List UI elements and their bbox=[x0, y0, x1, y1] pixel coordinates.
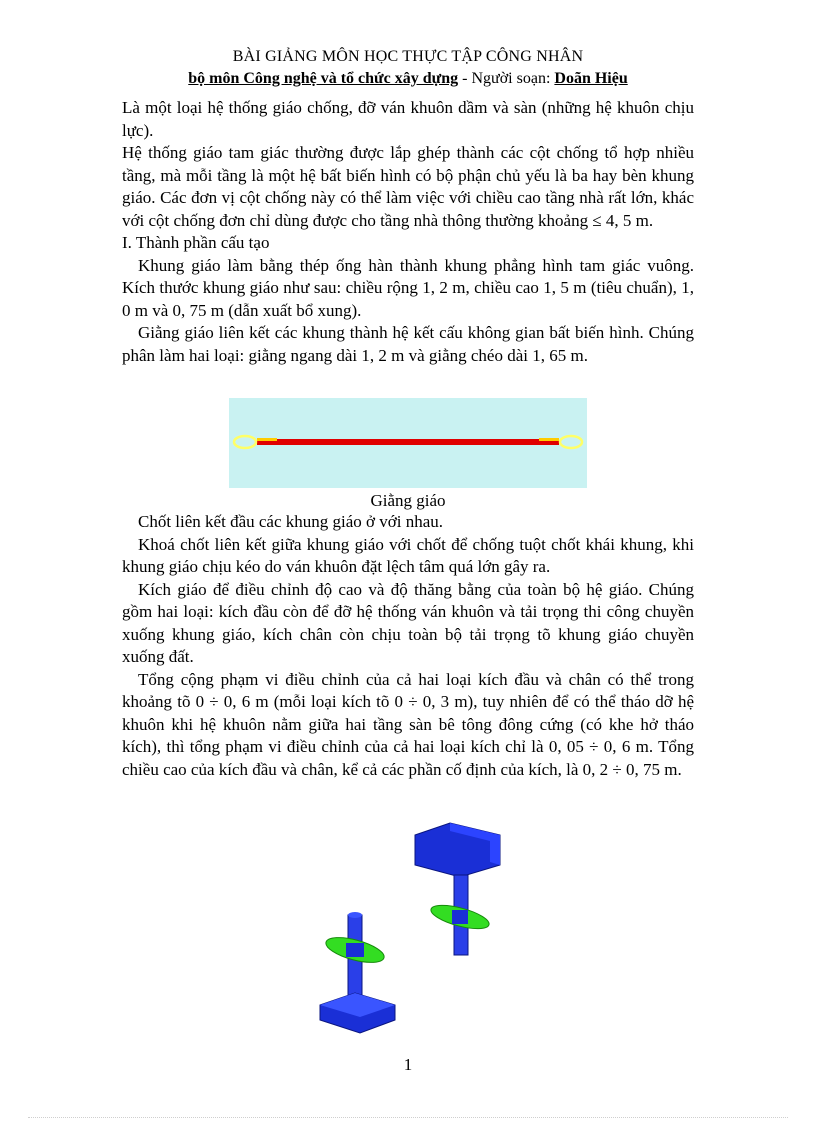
brace-rod bbox=[257, 439, 559, 445]
brace-figure bbox=[229, 398, 587, 488]
bottom-jack-top bbox=[348, 912, 362, 918]
section-heading: I. Thành phần cấu tạo bbox=[122, 233, 270, 252]
paragraph-intro: Là một loại hệ thống giáo chống, đỡ ván khuôn dầm và sàn (những hệ khuôn chịu lực). bbox=[122, 98, 694, 140]
header-author: Doãn Hiệu bbox=[554, 70, 628, 87]
top-jack bbox=[415, 823, 500, 955]
paragraph-range: Tổng cộng phạm vi điều chỉnh của cả hai loại kích đầu và chân có thể trong khoảng tõ 0 ÷ 0, 6 m (mỗi loại kích tõ 0 ÷ 0, 3 m), tuy nhiên để có thể tháo dỡ hệ khuôn khi hệ khuôn nằm giữa hai tầng sàn bê tông đông cứng (có khe hở tháo kích), thì tổng phạm vi điều chỉnh của cả hai loại kích chỉ là 0, 05 ÷ 0, 6 m. Tổng chiều cao của kích đầu và chân, kể cả các phần cố định của kích, là 0, 2 ÷ 0, 75 m. bbox=[122, 669, 694, 779]
paragraph-pin: Chốt liên kết đầu các khung giáo ở với nhau. bbox=[138, 512, 444, 531]
bottom-jack-collar bbox=[346, 943, 364, 957]
header-author-prefix: - Người soạn: bbox=[458, 70, 555, 87]
text-block-main bbox=[122, 511, 694, 781]
paragraph-frame: Khung giáo làm bằng thép ống hàn thành khung phẳng hình tam giác vuông. Kích thước khung giáo như sau: chiều rộng 1, 2 m, chiều cao 1, 5 m (tiêu chuẩn), 1, 0 m và 0, 75 m (dẫn xuất bổ xung). bbox=[122, 255, 694, 320]
paragraph-jack: Kích giáo để điều chỉnh độ cao và độ thăng bằng của toàn bộ hệ giáo. Chúng gồm hai loại: kích đầu còn để đỡ hệ thống ván khuôn và tải trọng thi công chuyền xuống khung giáo, kích chân còn chịu toàn bộ tải trọng tõ khung giáo chuyền xuống đất. bbox=[122, 579, 694, 666]
brace-weld-left bbox=[257, 438, 277, 441]
paragraph-lock: Khoá chốt liên kết giữa khung giáo với chốt để chống tuột chốt khái khung, khi khung giáo chịu kéo do ván khuôn đặt lệch tâm quá lớn gây ra. bbox=[122, 534, 694, 576]
bottom-jack bbox=[320, 912, 395, 1033]
footer-divider bbox=[28, 1117, 788, 1118]
page-header-title: BÀI GIẢNG MÔN HỌC THỰC TẬP CÔNG NHÂN bbox=[232, 48, 584, 65]
brace-weld-right bbox=[539, 438, 559, 441]
top-jack-collar bbox=[452, 910, 468, 924]
page-number: 1 bbox=[403, 1055, 413, 1074]
header-department: bộ môn Công nghệ và tổ chức xây dựng bbox=[188, 70, 459, 87]
text-block-intro bbox=[122, 97, 694, 367]
paragraph-brace: Giằng giáo liên kết các khung thành hệ kết cấu không gian bất biến hình. Chúng phân làm hai loại: giằng ngang dài 1, 2 m và giằng chéo dài 1, 65 m. bbox=[122, 323, 694, 365]
brace-caption: Giằng giáo bbox=[370, 491, 446, 510]
page-header-subtitle bbox=[0, 70, 816, 88]
jack-figure bbox=[300, 815, 540, 1040]
paragraph-system: Hệ thống giáo tam giác thường được lắp ghép thành các cột chống tổ hợp nhiều tầng, mà mỗi tầng là một hệ bất biến hình có bộ phận chủ yếu là ba hay bèn khung giáo. Các đơn vị cột chống này có thể làm việc với chiều cao tầng nhà rất lớn, khác với cột chống đơn chỉ dùng được cho tầng nhà thông thường khoảng ≤ 4, 5 m. bbox=[122, 143, 694, 230]
